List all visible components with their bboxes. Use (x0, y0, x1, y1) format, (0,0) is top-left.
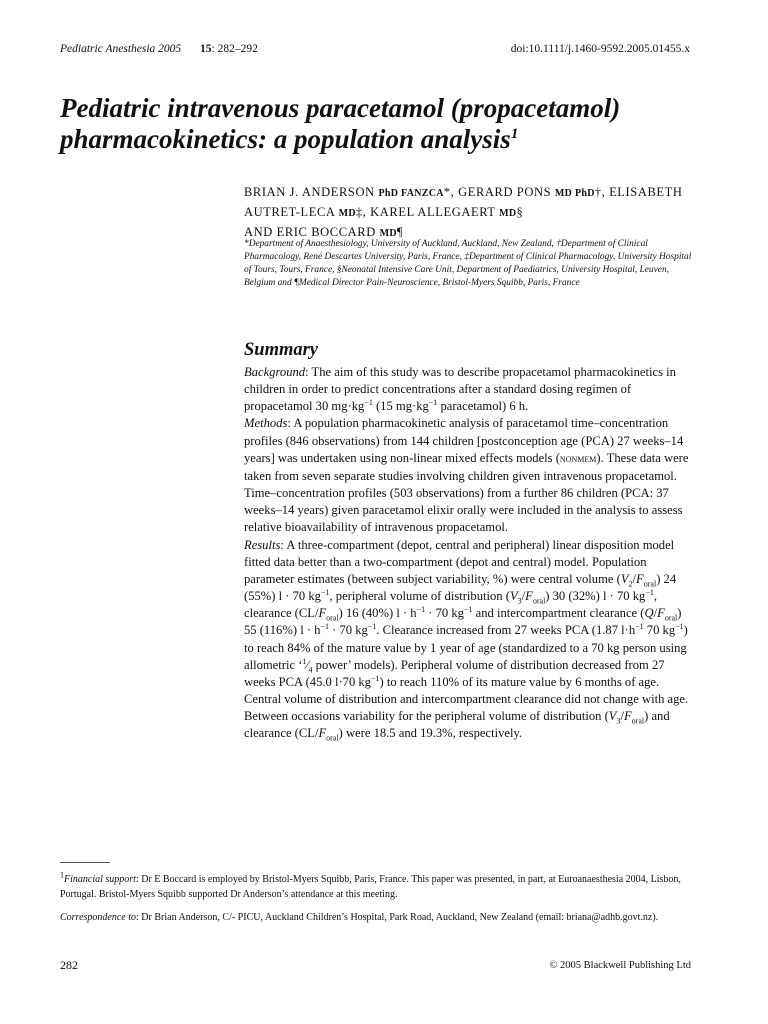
abstract-text: and intercompartment clearance ( (472, 606, 645, 621)
author-mark: †, (594, 185, 606, 199)
symbol: / (620, 709, 624, 724)
footnote-financial-support (60, 872, 690, 902)
footnote-correspondence (60, 910, 690, 925)
abstract-text: : A population pharmacokinetic analysis of paracetamol time–concentration profiles (846 observations) from 144 children [postconception age (PCA) 27 weeks–14 years] was undertaken using non-linear mixed effects models ( (244, 416, 684, 465)
author-name: BRIAN J. ANDERSON (244, 185, 375, 199)
affiliations: *Department of Anaesthesiology, University of Auckland, Auckland, New Zealand, †Department of Clinical Pharmacology, René Descartes University, Paris, France, ‡Department of Clinical Pharmacology, University Hospital of Tours, Tours, France, §Neonatal Intensive Care Unit, Department of Paediatrics, University Hospital, Leuven, Belgium and ¶Medical Director Pain-Neuroscience, Bristol-Myers Squibb, Paris, France (244, 239, 692, 289)
abstract-text: : A three-compartment (depot, central and peripheral) linear disposition model fitted data better than a two-compartment (depot and central) model. Population parameter estimates (between subject variability, %) were central volume ( (244, 537, 675, 586)
abstract-text: ) to reach 110% of its mature value by 6 months of age. Central volume of distribution and intercompartment clearance did not change with age. Between occasions variability for the peripheral volume of distribution ( (244, 674, 689, 724)
abstract-text: ) 16 (40%) l · h (338, 606, 417, 621)
symbol: F (623, 709, 632, 724)
superscript: −1 (416, 605, 426, 614)
article-title-text: Pediatric intravenous paracetamol (propacetamol) pharmacokinetics: a population analysis (60, 93, 621, 154)
title-footnote-mark: 1 (510, 126, 519, 142)
subscript: oral (643, 579, 657, 589)
author-degree: PhD FANZCA (378, 188, 444, 199)
author-name: KAREL ALLEGAERT (370, 205, 496, 219)
section-label: Methods (244, 416, 288, 431)
abstract-text: ) 55 (116%) l · h (244, 606, 682, 638)
abstract-results: Results: A three-compartment (depot, central and peripheral) linear disposition model fitted data better than a two-compartment (depot and central) model. Population parameter estimates (between subject variability, %) were central volume $(V_2/F_{oral})$ 24 (55%) l · 70 $kg^{-1}$, peripheral volume of distribution $(V_3/F_{oral})$ 30 (32%) l · 70 $kg^{-1}$, clearance $(CL/F_{oral})$ 16 (40%) $l \cdot h^{-1} \cdot 70$ $kg^{-1}$ and intercompartment clearance $(Q/F_{oral})$ 55 (116%) $l \cdot h^{-1} \cdot 70$ $kg^{-1}$. Clearance increased from 27 weeks PCA (1.87 $l\cdot h^{-1}$ 70 $kg^{-1}$) to reach 84% of the mature value by 1 year of age (standardized to a 70 kg person using allometric ‘$^1⁄_4$ power’ models). Peripheral volume of distribution decreased from 27 weeks PCA (45.0 l·70 $kg^{-1}$) to reach 110% of its mature value by 6 months of age. Central volume of distribution and intercompartment clearance did not change with age. Between occasions variability for the peripheral volume of distribution $(V_3/F_{oral})$ and clearance $(CL/F_{oral})$ were 18.5 and 19.3%, respectively. (244, 537, 689, 743)
page-number: 282 (60, 958, 78, 972)
abstract-background (244, 364, 694, 415)
page-range: : 282–292 (211, 43, 258, 55)
symbol: V (509, 589, 518, 604)
symbol: / (632, 571, 637, 586)
abstract-text: (15 mg·kg (372, 399, 429, 414)
copyright-notice: © 2005 Blackwell Publishing Ltd (549, 960, 691, 971)
author-degree: MD PhD (554, 188, 595, 199)
subscript: oral (326, 613, 339, 623)
doi[interactable]: doi:10.1111/j.1460-9592.2005.01455.x (510, 43, 690, 55)
symbol: F (657, 606, 665, 621)
summary-heading: Summary (244, 340, 319, 360)
footnote-label: Correspondence to (60, 912, 137, 923)
running-header-volume (200, 43, 258, 55)
subscript: oral (326, 733, 339, 743)
subscript: oral (532, 596, 546, 606)
symbol: F (525, 589, 533, 604)
footnote-mark: 1 (60, 870, 64, 880)
superscript: −1 (364, 398, 373, 408)
abstract-text: · 70 kg (425, 606, 464, 621)
author-name: GERARD PONS (458, 185, 552, 199)
symbol: / (653, 606, 658, 621)
article-title (60, 93, 700, 155)
abstract-text: ) 24 (55%) l · 70 kg (244, 571, 677, 604)
abstract-text: , clearance (CL/ (244, 589, 657, 621)
author-degree: MD (499, 208, 517, 219)
author-list (244, 183, 704, 243)
abstract-methods (244, 415, 694, 536)
symbol: Q (644, 606, 654, 621)
symbol: F (318, 606, 327, 621)
author-mark: § (516, 205, 524, 219)
section-label: Results (244, 537, 281, 552)
superscript: −1 (367, 622, 377, 632)
superscript: −1 (370, 673, 380, 683)
abstract-text: paracetamol) 6 h. (437, 399, 529, 414)
abstract-text: : The aim of this study was to describe propacetamol pharmacokinetics in children in order to predict concentrations after a standard dosing regimen of propacetamol 30 mg·kg (244, 365, 676, 414)
abstract-text: ) 30 (32%) l · 70 kg (545, 589, 646, 604)
superscript: −1 (645, 587, 654, 597)
symbol: / (521, 589, 526, 604)
symbol: F (318, 726, 327, 741)
section-label: Background (244, 365, 306, 379)
abstract-text: ) were 18.5 and 19.3%, respectively. (338, 726, 523, 741)
superscript: −1 (635, 622, 644, 632)
abstract-text: ) and clearance (CL/ (244, 709, 670, 741)
footnote-text: : Dr E Boccard is employed by Bristol-Myers Squibb, Paris, France. This paper was presented, in part, at Euroanaesthesia 2004, Lisbon, Portugal. Bristol-Myers Squibb supported Dr Anderson’s attendance at this meeting. (60, 874, 681, 900)
footnote-text[interactable]: : Dr Brian Anderson, C/- PICU, Auckland Children’s Hospital, Park Road, Auckland, New Zealand (email: briana@adhb.govt.nz). (136, 912, 659, 923)
superscript: −1 (428, 398, 438, 408)
author-mark: *, (443, 185, 459, 199)
author-name: AND ERIC BOCCARD (244, 225, 376, 239)
superscript: −1 (675, 622, 684, 632)
abstract-text: · 70 kg (329, 623, 368, 638)
subscript: 2 (628, 579, 633, 589)
abstract-text: . Clearance increased from 27 weeks PCA (1.87 l·h (376, 623, 636, 638)
abstract-body (244, 364, 694, 742)
footnote-divider (60, 862, 110, 863)
footnote-label: Financial support (64, 874, 136, 885)
author-mark: ‡, (355, 205, 371, 219)
abstract-text: ). These data were taken from seven separate studies involving children given intravenous propacetamol. Time–concentration profiles (503 observations) from a further 86 children (PCA: 37 weeks–14 years) given paracetamol elixir orally were included in the analysis to assess relative bioavailability of intravenous propacetamol. (244, 450, 689, 535)
author-mark: ¶ (396, 225, 404, 239)
software-name: nonmem (559, 452, 597, 465)
symbol: F (636, 571, 644, 586)
abstract-text: 70 kg (643, 623, 676, 638)
volume-number: 15 (200, 43, 212, 55)
superscript: −1 (320, 587, 330, 597)
author-degree: MD (379, 228, 397, 239)
subscript: oral (664, 613, 678, 623)
author-name: ELISABETH AUTRET-LECA (244, 185, 683, 219)
abstract-text: ) to reach 84% of the mature value by 1 year of age (standardized to a 70 kg person using allometric ‘ (244, 623, 688, 672)
author-degree: MD (338, 208, 356, 219)
superscript: −1 (463, 605, 473, 614)
running-header-journal: Pediatric Anesthesia 2005 (60, 43, 182, 55)
superscript: −1 (320, 622, 329, 632)
abstract-text: power’ models). Peripheral volume of distribution decreased from 27 weeks PCA (45.0 l·70 kg (244, 657, 665, 689)
subscript: 3 (616, 716, 621, 726)
fraction-denominator: 4 (308, 665, 313, 675)
subscript: oral (631, 716, 645, 726)
abstract-text: , peripheral volume of distribution ( (329, 589, 510, 604)
subscript: 3 (517, 596, 522, 606)
symbol: V (620, 571, 629, 586)
fraction-numerator: 1 (302, 656, 307, 666)
symbol: V (608, 709, 617, 724)
